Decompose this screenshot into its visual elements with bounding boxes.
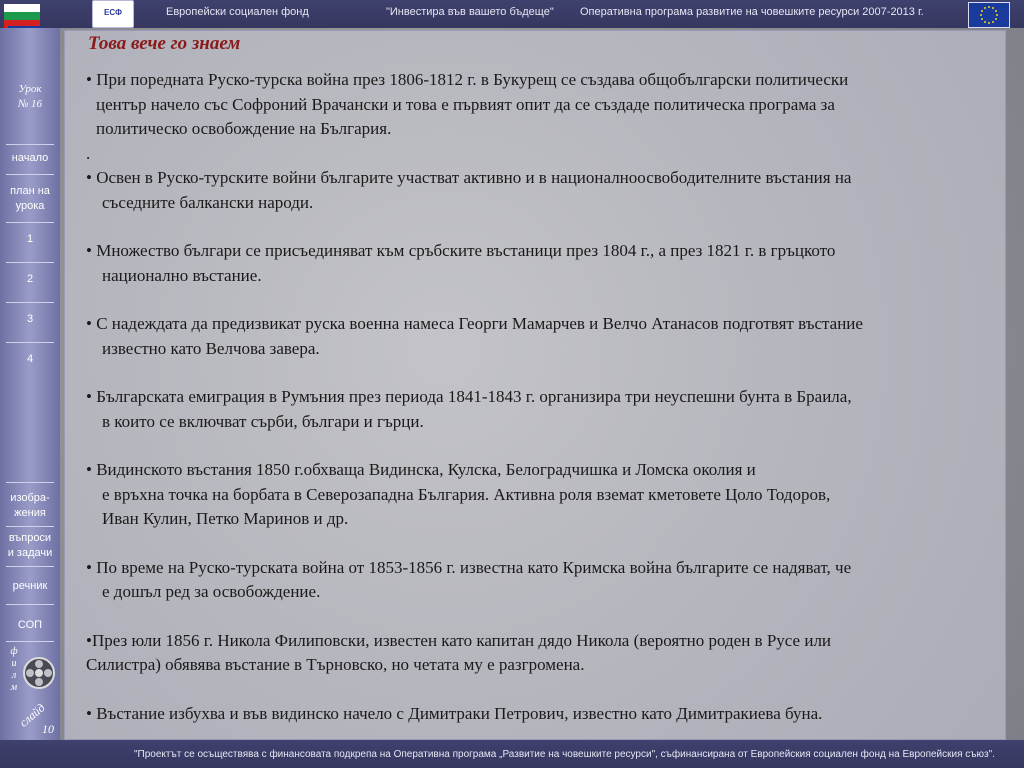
lesson-number: Урок № 16 <box>17 83 43 110</box>
nav-section-4[interactable]: 4 <box>26 353 34 365</box>
bullet-4: • С надеждата да предизвикат руска военна намеса Георги Мамарчев и Велчо Атанасов подготвят въстание известно като Велчова завера. <box>86 314 863 358</box>
film-reel-icon[interactable] <box>22 656 56 690</box>
bullet-separator: . <box>86 143 91 163</box>
film-label[interactable]: ф и л м <box>10 646 18 693</box>
nav-start[interactable]: начало <box>11 152 49 164</box>
sidebar <box>0 28 60 740</box>
header-esf: Европейски социален фонд <box>166 6 309 18</box>
bullet-3: • Множество българи се присъединяват към сръбските въстаници през 1804 г., а през 1821 г. в гръцкото национално въстание. <box>86 241 836 285</box>
header-slogan: "Инвестира във вашето бъдеще" <box>386 6 554 18</box>
slide-label: слайд <box>16 700 48 730</box>
nav-questions[interactable]: въпроси и задачи <box>7 532 53 559</box>
footer-banner <box>0 740 1024 768</box>
bullet-5: • Българската емиграция в Румъния през периода 1841-1843 г. организира три неуспешни бунта в Браила, в които се включват сърби, българи и гърци. <box>86 387 852 431</box>
bullet-7: • По време на Руско-турската война от 1853-1856 г. известна като Кримска война българите се надяват, че е дошъл ред за освобождение. <box>86 557 852 601</box>
eu-flag-icon <box>968 2 1010 28</box>
nav-section-2[interactable]: 2 <box>26 273 34 285</box>
slide-title: Това вече го знаем <box>88 33 241 54</box>
esf-logo: ЕСФ <box>92 0 134 28</box>
nav-images[interactable]: изобра- жения <box>10 492 50 519</box>
bullet-2: • Освен в Руско-турските войни българите участват активно и в националноосвободителните въстания на съседните балкански народи. <box>86 168 852 212</box>
slide-number: 10 <box>42 722 54 736</box>
bullet-6: • Видинското въстания 1850 г.обхваща Видинска, Кулска, Белоградчишка и Ломска околия и е връхна точка на борбата в Северозападна България. Активна роля вземат кметовете Цоло Тодоров, Иван Кулин, Петко Маринов и др. <box>86 460 831 528</box>
footer-text: "Проектът се осъществява с финансовата подкрепа на Оперативна програма „Развитие на човешките ресурси", съфинансирана от Европейския социален фонд на Европейския съюз". <box>134 749 995 760</box>
nav-lesson-plan[interactable]: план на урока <box>10 185 50 212</box>
nav-section-1[interactable]: 1 <box>26 233 34 245</box>
bullet-1: • При поредната Руско-турска война през 1806-1812 г. в Букурещ се създава общобългарски политически център начело със Софроний Врачански и това е първият опит да се създаде политическа програма за политическо освобождение на България. <box>86 70 849 138</box>
bullet-9: • Въстание избухва и във видинско начело с Димитраки Петрович, известно като Димитракиева буна. <box>86 703 823 723</box>
header-program: Оперативна програма развитие на човешките ресурси 2007-2013 г. <box>580 6 924 18</box>
nav-dictionary[interactable]: речник <box>12 580 48 592</box>
nav-section-3[interactable]: 3 <box>26 313 34 325</box>
bullet-8: •През юли 1856 г. Никола Филиповски, известен като капитан дядо Никола (вероятно роден в Русе или Силистра) обявява въстание в Търновско, но четата му е разгромена. <box>86 630 832 674</box>
slide-content <box>86 68 1001 726</box>
top-banner <box>0 0 1024 28</box>
nav-sop[interactable]: СОП <box>17 619 43 631</box>
